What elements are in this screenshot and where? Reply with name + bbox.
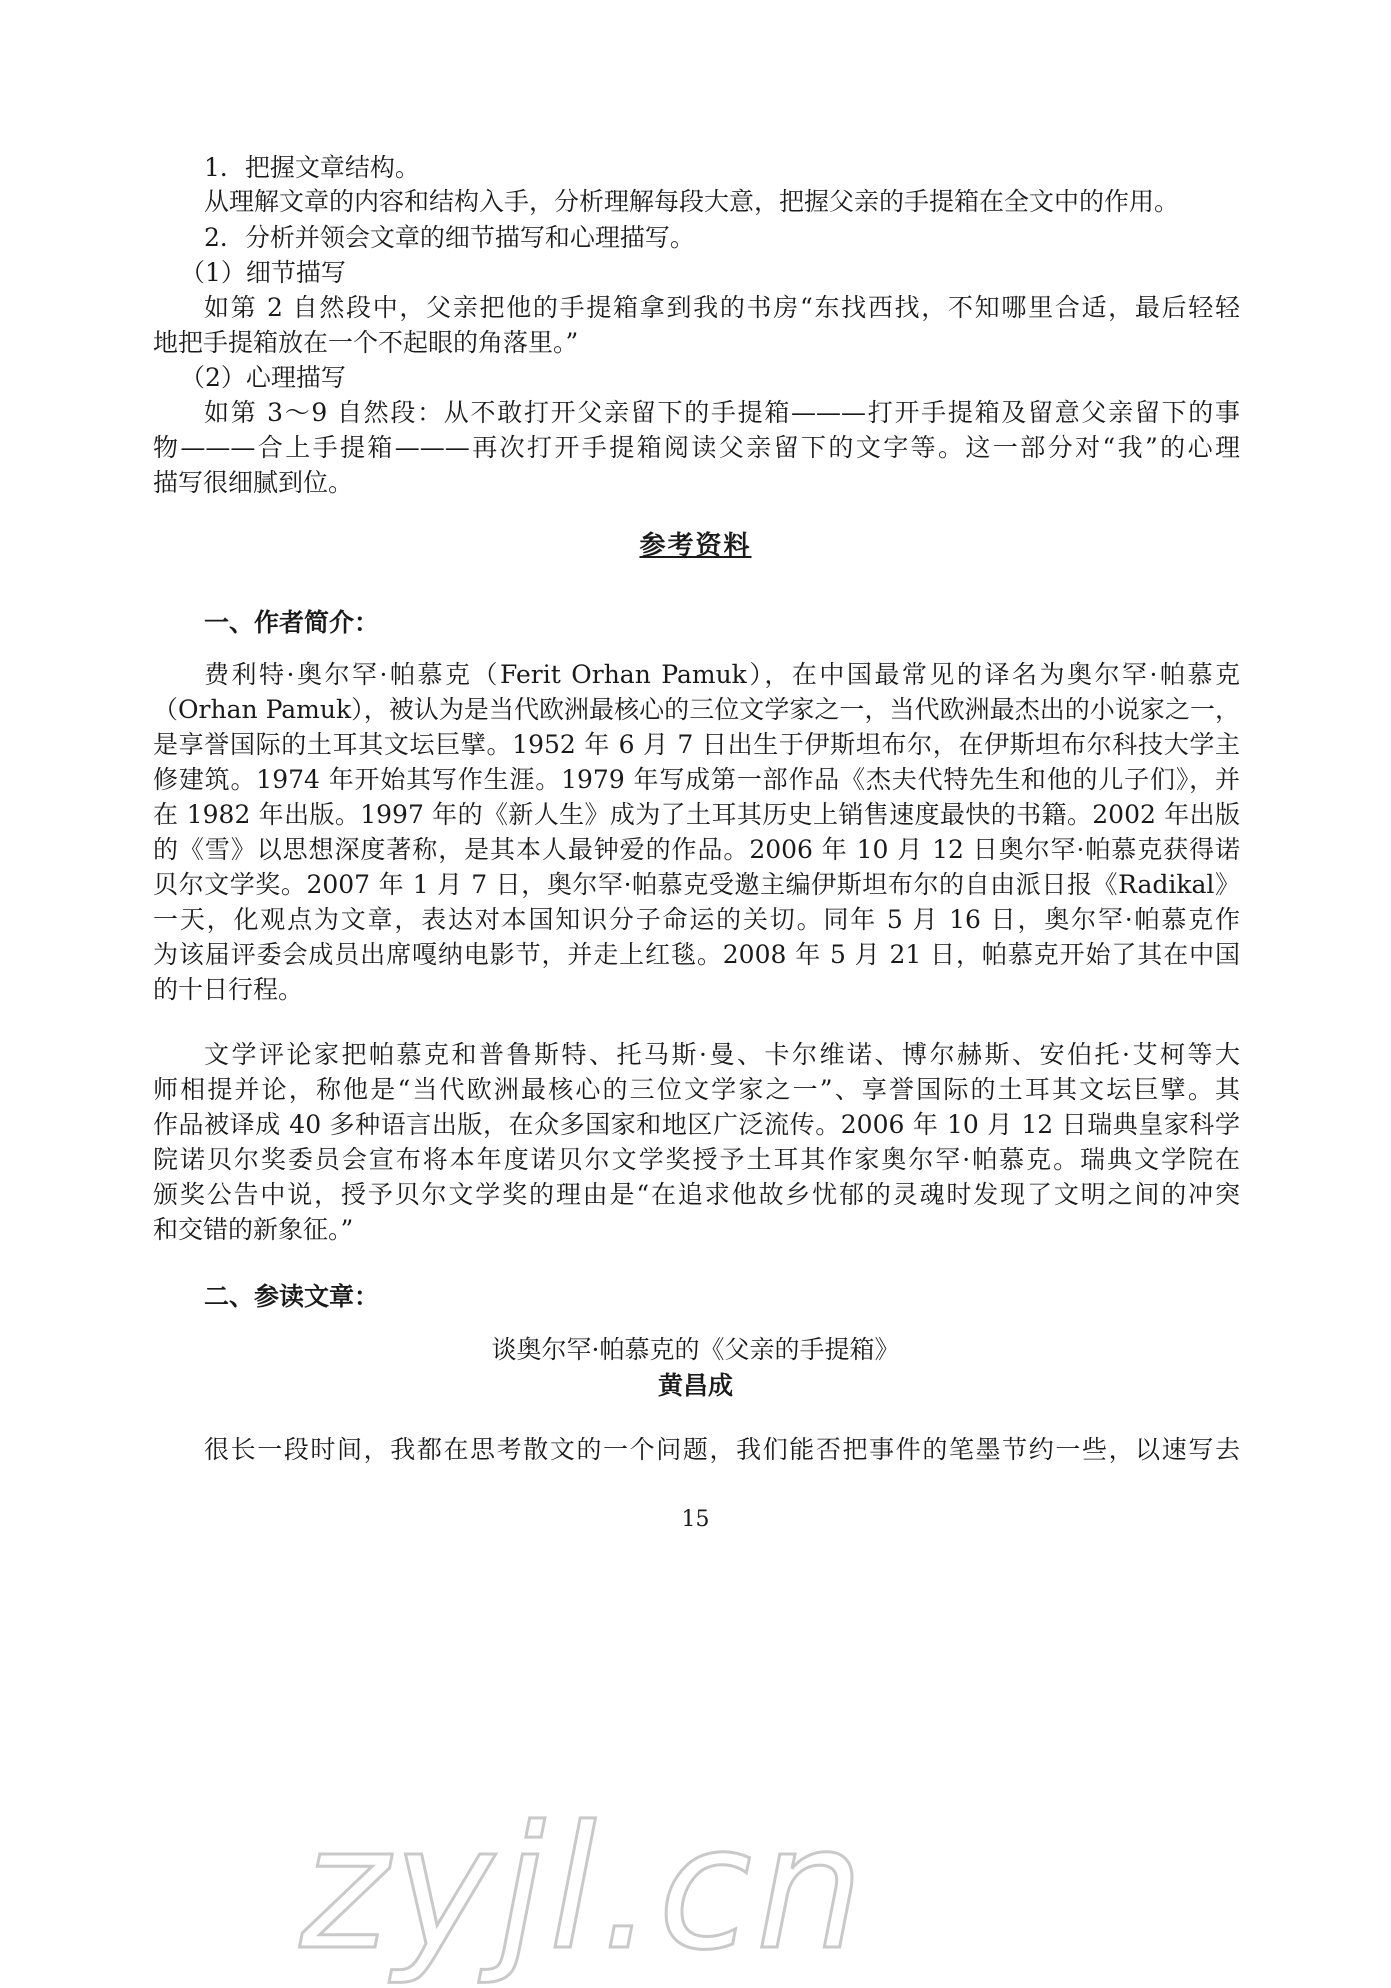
section-1-title: 1．把握文章结构。	[204, 153, 420, 182]
paragraph-line: （Orhan Pamuk），被认为是当代欧洲最核心的三位文学家之一，当代欧洲最杰出的小说家之一，	[153, 695, 1240, 724]
psychological-description-line: 描写很细腻到位。	[153, 468, 354, 497]
paragraph-line: 在 1982 年出版。1997 年的《新人生》成为了土耳其历史上销售速度最快的书籍。2002 年出版	[153, 800, 1240, 829]
article-author: 黄昌成	[657, 1371, 733, 1400]
page-number: 15	[681, 1507, 710, 1532]
reading-article-heading: 二、参读文章：	[204, 1282, 380, 1311]
reference-title: 参考资料	[639, 531, 752, 561]
detail-description-label: （1）细节描写	[180, 258, 346, 287]
paragraph-line: 的《雪》以思想深度著称，是其本人最钟爱的作品。2006 年 10 月 12 日奥尔罕·帕慕克获得诺	[153, 835, 1240, 864]
paragraph-line: 作品被译成 40 多种语言出版，在众多国家和地区广泛流传。2006 年 10 月 12 日瑞典皇家科学	[153, 1110, 1240, 1139]
detail-description-line: 地把手提箱放在一个不起眼的角落里。”	[153, 328, 579, 357]
article-first-line: 很长一段时间，我都在思考散文的一个问题，我们能否把事件的笔墨节约一些，以速写去	[204, 1435, 1240, 1464]
detail-description-line: 如第 2 自然段中，父亲把他的手提箱拿到我的书房“东找西找，不知哪里合适，最后轻轻	[204, 293, 1240, 322]
paragraph-line: 的十日行程。	[153, 975, 304, 1004]
paragraph-line: 颁奖公告中说，授予贝尔文学奖的理由是“在追求他故乡忧郁的灵魂时发现了文明之间的冲突	[153, 1180, 1240, 1209]
paragraph-line: 一天，化观点为文章，表达对本国知识分子命运的关切。同年 5 月 16 日，奥尔罕·帕慕克作	[153, 905, 1240, 934]
paragraph-line: 院诺贝尔奖委员会宣布将本年度诺贝尔文学奖授予土耳其作家奥尔罕·帕慕克。瑞典文学院在	[153, 1145, 1240, 1174]
paragraph-line: 贝尔文学奖。2007 年 1 月 7 日，奥尔罕·帕慕克受邀主编伊斯坦布尔的自由派日报《Radikal》	[153, 870, 1240, 899]
paragraph-line: 文学评论家把帕慕克和普鲁斯特、托马斯·曼、卡尔维诺、博尔赫斯、安伯托·艾柯等大	[204, 1040, 1240, 1069]
paragraph-line: 和交错的新象征。”	[153, 1215, 354, 1244]
paragraph-line: 费利特·奥尔罕·帕慕克（Ferit Orhan Pamuk），在中国最常见的译名为奥尔罕·帕慕克	[204, 660, 1240, 689]
paragraph-line: 修建筑。1974 年开始其写作生涯。1979 年写成第一部作品《杰夫代特先生和他的儿子们》，并	[153, 765, 1240, 794]
paragraph-line: 师相提并论，称他是“当代欧洲最核心的三位文学家之一”、享誉国际的土耳其文坛巨擘。其	[153, 1075, 1240, 1104]
paragraph-line: 是享誉国际的土耳其文坛巨擘。1952 年 6 月 7 日出生于伊斯坦布尔，在伊斯坦布尔科技大学主	[153, 730, 1240, 759]
paragraph-line: 为该届评委会成员出席嘎纳电影节，并走上红毯。2008 年 5 月 21 日，帕慕克开始了其在中国	[153, 940, 1240, 969]
section-1-body: 从理解文章的内容和结构入手，分析理解每段大意，把握父亲的手提箱在全文中的作用。	[204, 187, 1180, 216]
author-intro-heading: 一、作者简介：	[204, 608, 380, 637]
article-title: 谈奥尔罕·帕慕克的《父亲的手提箱》	[491, 1335, 900, 1364]
psychological-description-line: 如第 3～9 自然段：从不敢打开父亲留下的手提箱———打开手提箱及留意父亲留下的事	[204, 398, 1240, 427]
section-2-title: 2．分析并领会文章的细节描写和心理描写。	[204, 223, 695, 252]
psychological-description-line: 物———合上手提箱———再次打开手提箱阅读父亲留下的文字等。这一部分对“我”的心理	[153, 433, 1240, 462]
psychological-description-label: （2）心理描写	[180, 363, 346, 392]
site-watermark: zyjl.cn	[300, 1790, 868, 1988]
